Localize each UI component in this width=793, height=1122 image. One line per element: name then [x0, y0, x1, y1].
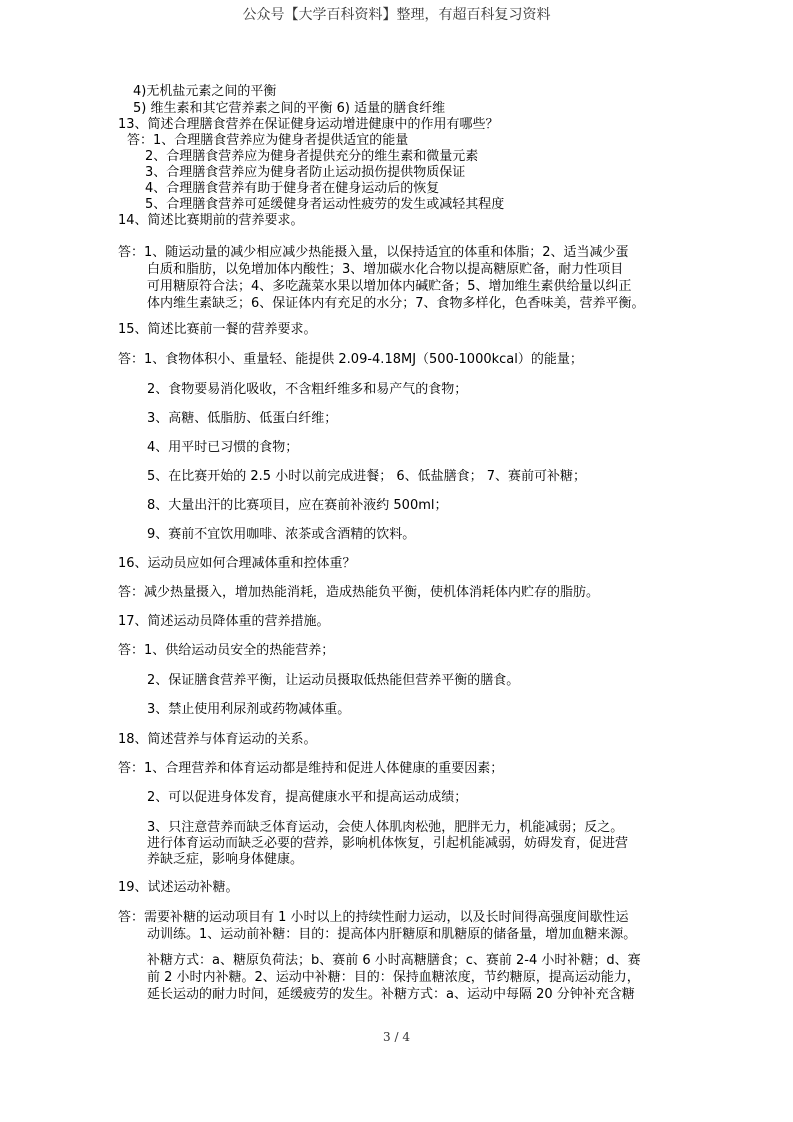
text-line: 补糖方式：a、糖原负荷法；b、赛前 6 小时高糖膳食；c、赛前 2-4 小时补糖；d、赛 — [147, 953, 641, 968]
question-18: 18、简述营养与体育运动的关系。 — [118, 732, 317, 747]
text-line: 5、在比赛开始的 2.5 小时以前完成进餐； 6、低盐膳食； 7、赛前可补糖； — [147, 469, 587, 484]
text-line: 8、大量出汗的比赛项目，应在赛前补液约 500ml； — [147, 498, 448, 513]
text-line: 3、只注意营养而缺乏体育运动，会使人体肌肉松弛，肥胖无力，机能减弱；反之。 — [147, 820, 624, 835]
question-15: 15、简述比赛前一餐的营养要求。 — [118, 322, 317, 337]
text-line: 答：1、随运动量的减少相应减少热能摄入量，以保持适宜的体重和体脂；2、适当减少蛋 — [118, 245, 629, 260]
text-line: 4、用平时已习惯的食物； — [147, 440, 299, 455]
text-line: 答：减少热量摄入，增加热能消耗，造成热能负平衡，使机体消耗体内贮存的脂肪。 — [118, 585, 600, 600]
page-number: 3 / 4 — [383, 1030, 410, 1044]
text-line: 答：1、合理营养和体育运动都是维持和促进人体健康的重要因素； — [118, 761, 504, 776]
text-line: 3、禁止使用利尿剂或药物减体重。 — [147, 702, 351, 717]
question-16: 16、运动员应如何合理减体重和控体重？ — [118, 556, 356, 571]
text-line: 9、赛前不宜饮用咖啡、浓茶或含酒精的饮料。 — [147, 527, 416, 542]
text-line: 答：1、供给运动员安全的热能营养； — [118, 643, 335, 658]
question-19: 19、试述运动补糖。 — [118, 880, 239, 895]
text-line: 体内维生素缺乏；6、保证体内有充足的水分；7、食物多样化，色香味美，营养平衡。 — [147, 296, 645, 311]
text-line: 4)无机盐元素之间的平衡 — [133, 84, 277, 99]
text-line: 动训练。1、运动前补糖：目的：提高体内肝糖原和肌糖原的储备量，增加血糖来源。 — [147, 927, 637, 942]
text-line: 进行体育运动而缺乏必要的营养，影响机体恢复，引起机能减弱，妨碍发育，促进营 — [147, 836, 629, 851]
question-13: 13、简述合理膳食营养在保证健身运动增进健康中的作用有哪些？ — [118, 117, 499, 132]
text-line: 答：1、合理膳食营养应为健身者提供适宜的能量 — [127, 133, 409, 148]
text-line: 5、合理膳食营养可延缓健身者运动性疲劳的发生或减轻其程度 — [145, 197, 505, 212]
text-line: 3、高糖、低脂肪、低蛋白纤维； — [147, 411, 338, 426]
text-line: 2、保证膳食营养平衡，让运动员摄取低热能但营养平衡的膳食。 — [147, 673, 520, 688]
text-line: 延长运动的耐力时间，延缓疲劳的发生。补糖方式：a、运动中每隔 20 分钟补充含糖 — [147, 987, 635, 1002]
text-line: 4、合理膳食营养有助于健身者在健身运动后的恢复 — [145, 181, 440, 196]
text-line: 答：需要补糖的运动项目有 1 小时以上的持续性耐力运动，以及长时间得高强度间歇性运 — [118, 910, 629, 925]
text-line: 养缺乏症，影响身体健康。 — [147, 852, 304, 867]
text-line: 2、食物要易消化吸收，不含粗纤维多和易产气的食物； — [147, 382, 468, 397]
page-header: 公众号【大学百科资料】整理，有超百科复习资料 — [242, 7, 551, 23]
text-line: 白质和脂肪，以免增加体内酸性；3、增加碳水化合物以提高糖原贮备，耐力性项目 — [147, 262, 624, 277]
text-line: 前 2 小时内补糖。2、运动中补糖：目的：保持血糖浓度，节约糖原，提高运动能力， — [147, 970, 640, 985]
question-17: 17、简述运动员降体重的营养措施。 — [118, 614, 330, 629]
text-line: 可用糖原符合法；4、多吃蔬菜水果以增加体内碱贮备；5、增加维生素供给量以纠正 — [147, 279, 632, 294]
question-14: 14、简述比赛期前的营养要求。 — [118, 213, 304, 228]
text-line: 答：1、食物体积小、重量轻、能提供 2.09-4.18MJ（500-1000kcal）的能量； — [118, 352, 583, 367]
text-line: 3、合理膳食营养应为健身者防止运动损伤提供物质保证 — [145, 165, 466, 180]
text-line: 5) 维生素和其它营养素之间的平衡 6) 适量的膳食纤维 — [133, 101, 446, 116]
text-line: 2、合理膳食营养应为健身者提供充分的维生素和微量元素 — [145, 149, 479, 164]
text-line: 2、可以促进身体发育，提高健康水平和提高运动成绩； — [147, 790, 468, 805]
